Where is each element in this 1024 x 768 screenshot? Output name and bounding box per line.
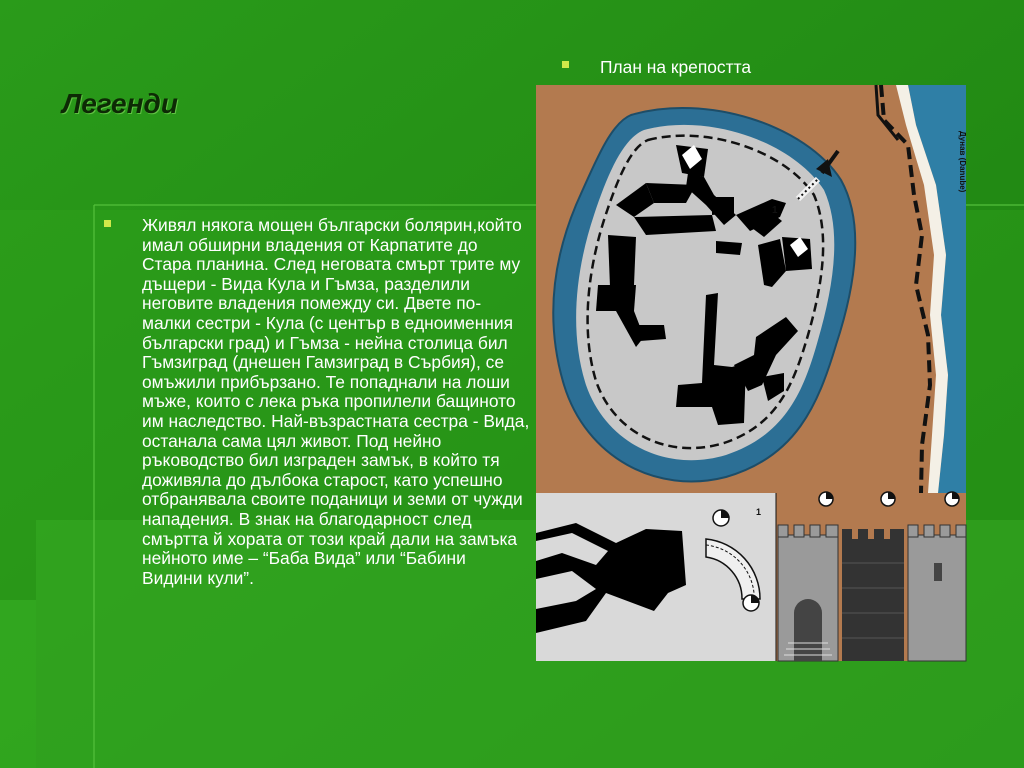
fortress-detail-image — [536, 493, 966, 661]
square-bullet-icon — [562, 61, 569, 68]
map-marker-label: 1 — [772, 205, 778, 216]
square-bullet-icon — [104, 220, 111, 227]
legend-paragraph: Живял някога мощен български болярин,който имал обширни владения от Карпатите до Стара планина. След неговата смърт трите му дъщери - Вида Кула и Гъмза, разделили неговите владения помежду си. Двете по-малки сестри - Кула (с център в едноименния български град) и Гъмза - нейна столица бил Гъмзиград (днешен Гамзиград в Сърбия), се омъжили прибързано. Те попаднали на лоши мъже, които с лека ръка пропилели бащиното им наследство. Най-възрастната сестра - Вида, останала сама цял живот. Под нейно ръководство бил изграден замък, в който тя доживяла до дълбока старост, като успешно отбранявала своите поданици и земи от чужди нападения. В знак на благодарност след смъртта й хората от този край дали на замъка нейното име – “Баба Вида” или “Бабини Видини кули”. — [142, 215, 530, 588]
river-label: Дунав (Danube) — [958, 131, 967, 193]
window-icon — [934, 563, 942, 581]
wall-elevation — [842, 539, 904, 661]
fortress-plan-image — [536, 85, 966, 493]
right-tower-elevation — [908, 535, 966, 661]
legend-text-block — [104, 215, 530, 588]
detail-marker-label: 1 — [756, 507, 762, 517]
slide-title: Легенди — [62, 88, 178, 119]
image-caption: План на крепостта — [600, 57, 752, 77]
gate-icon — [794, 599, 822, 661]
